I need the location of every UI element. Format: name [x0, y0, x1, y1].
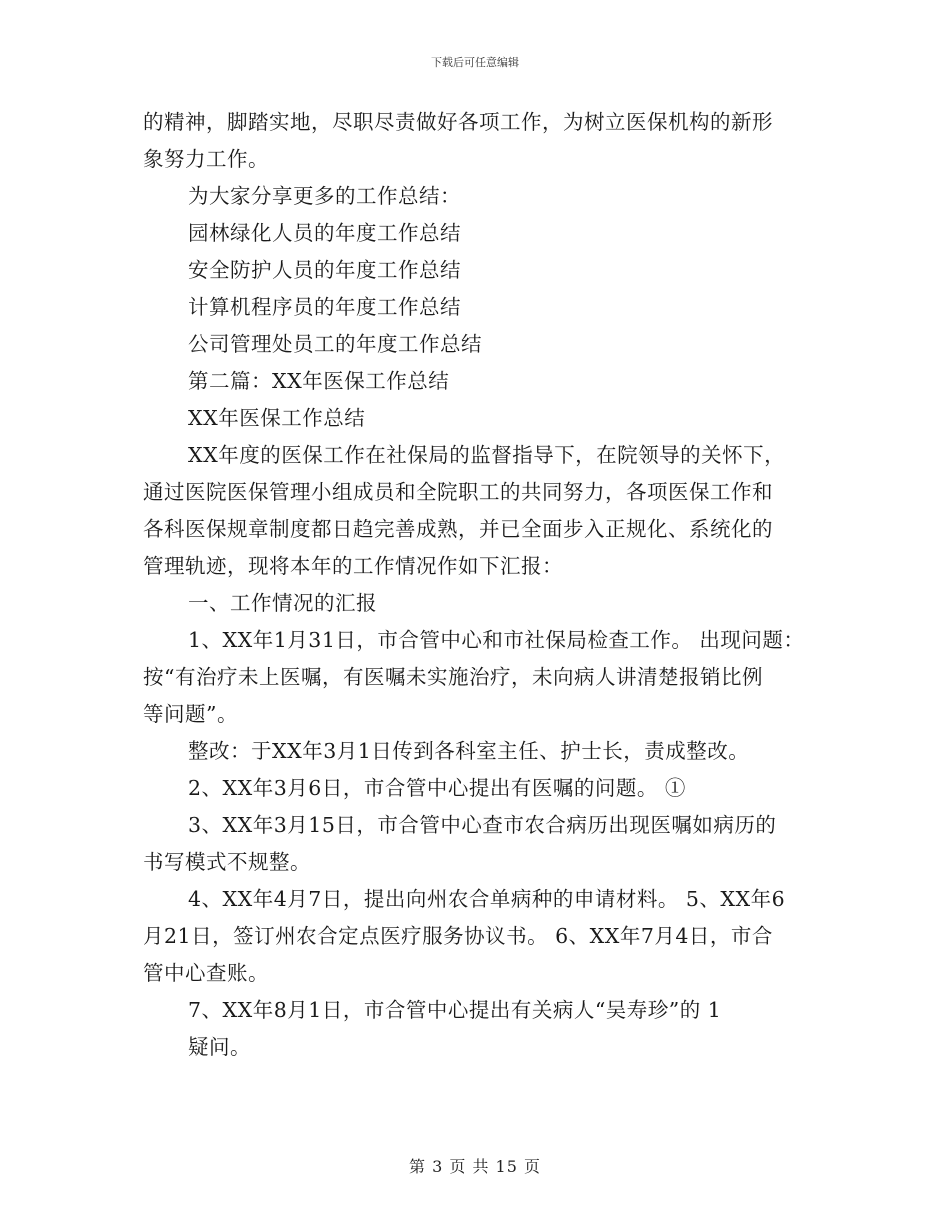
text-line: 书写模式不规整。	[143, 850, 311, 874]
page-header-note: 下载后可任意编辑	[431, 56, 519, 69]
text-line: XX年度的医保工作在社保局的监督指导下，在院领导的关怀下，	[188, 443, 786, 467]
text-line: 一、工作情况的汇报	[188, 591, 377, 615]
text-line: 管理轨迹，现将本年的工作情况作如下汇报：	[143, 554, 563, 578]
text-line: 各科医保规章制度都日趋完善成熟，并已全面步入正规化、系统化的	[143, 517, 773, 541]
text-line: 3、XX年3月15日，市合管中心查市农合病历出现医嘱如病历的	[188, 813, 777, 837]
text-line: 为大家分享更多的工作总结：	[188, 184, 461, 208]
text-line: 第二篇：XX年医保工作总结	[188, 369, 450, 393]
text-line: 整改：于XX年3月1日传到各科室主任、护士长，责成整改。	[188, 739, 750, 763]
text-line: 园林绿化人员的年度工作总结	[188, 221, 461, 245]
text-line: 计算机程序员的年度工作总结	[188, 295, 461, 319]
text-line: 1、XX年1月31日，市合管中心和市社保局检查工作。 出现问题：	[188, 628, 805, 652]
text-line: 月21日，签订州农合定点医疗服务协议书。 6、XX年7月4日，市合	[143, 924, 773, 948]
text-line: 安全防护人员的年度工作总结	[188, 258, 461, 282]
text-line: 按“有治疗未上医嘱，有医嘱未实施治疗，未向病人讲清楚报销比例	[143, 665, 763, 689]
text-line: 公司管理处员工的年度工作总结	[188, 332, 482, 356]
document-body	[143, 104, 828, 1066]
text-line: 通过医院医保管理小组成员和全院职工的共同努力，各项医保工作和	[143, 480, 773, 504]
text-line: 等问题”。	[143, 702, 238, 726]
text-line: 管中心查账。	[143, 961, 269, 985]
text-line: 的精神，脚踏实地，尽职尽责做好各项工作，为树立医保机构的新形	[143, 110, 773, 134]
page-number-footer: 第 3 页 共 15 页	[409, 1157, 541, 1176]
text-line: 4、XX年4月7日，提出向州农合单病种的申请材料。 5、XX年6	[188, 887, 786, 911]
text-line: XX年医保工作总结	[188, 406, 366, 430]
text-line: 2、XX年3月6日，市合管中心提出有医嘱的问题。 ①	[188, 776, 686, 800]
text-line: 象努力工作。	[143, 147, 269, 171]
text-line: 疑问。	[188, 1035, 251, 1059]
text-line: 7、XX年8月1日，市合管中心提出有关病人“吴寿珍”的 1	[188, 998, 722, 1022]
